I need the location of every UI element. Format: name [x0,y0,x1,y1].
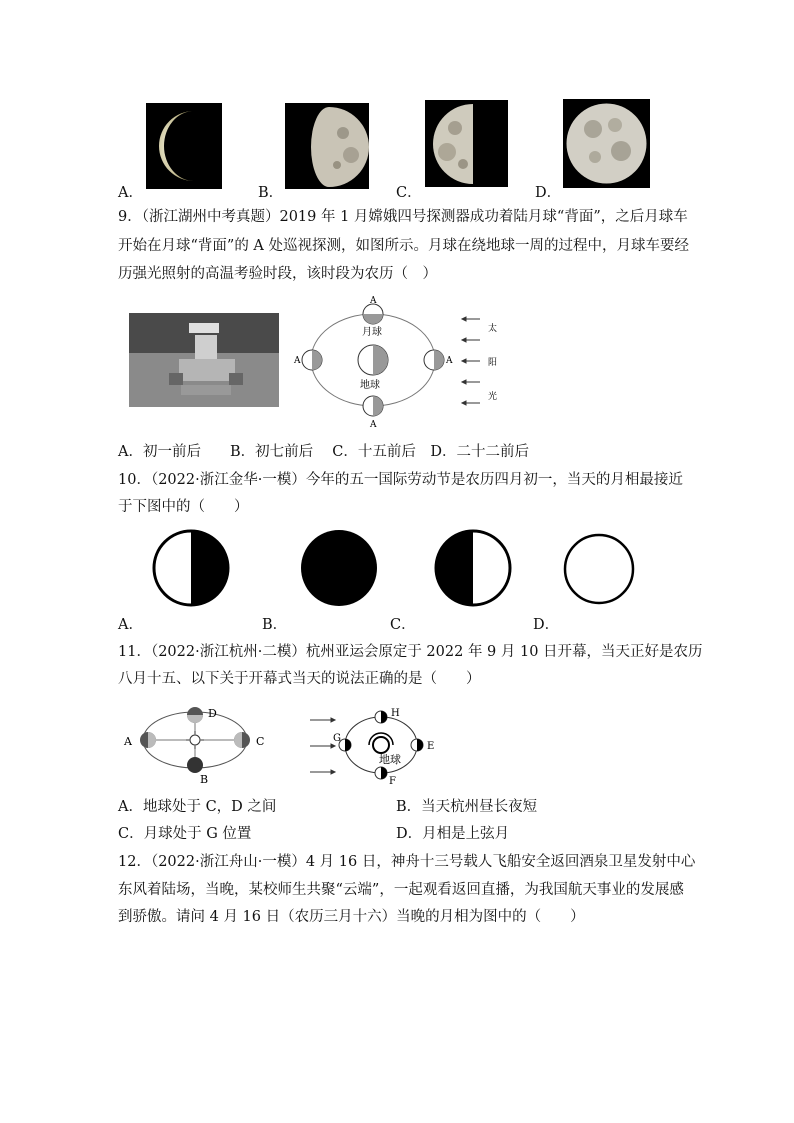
q9-lunar-rover-photo [129,313,279,407]
q9-point-a-left: A [294,356,301,366]
q11-label-d: D [208,707,217,720]
q11-label-e: E [427,741,435,752]
q9-earth-label: 地球 [360,380,380,391]
q8-photo-d-full-moon [563,99,650,188]
q11-option-b: B．当天杭州昼长夜短 [396,799,538,815]
q11-text-line-2: 八月十五、以下关于开幕式当天的说法正确的是（ ） [118,671,481,687]
q9-sun-char-3: 光 [488,392,498,402]
q9-point-a-bottom: A [370,420,377,430]
q11-label-g: G [333,733,341,744]
q11-option-d: D．月相是上弦月 [396,826,510,842]
q10-moon-phase-a [150,527,240,613]
q9-point-a-right: A [446,356,453,366]
q10-option-d-label: D． [533,617,560,633]
q10-moon-phase-d [562,530,642,610]
q9-text-line-3: 历强光照射的高温考验时段，该时段为农历（ ） [118,266,437,282]
q8-photo-b-gibbous-moon [285,103,369,189]
q11-option-a: A．地球处于 C，D 之间 [118,799,277,815]
q12-text-line-3: 到骄傲。请问 4 月 16 日（农历三月十六）当晚的月相为图中的（ ） [118,909,585,925]
q9-point-a-top: A [370,296,377,306]
q11-text-line-1: 11．（2022·浙江杭州·二模）杭州亚运会原定于 2022 年 9 月 10 日开幕，当天正好是农历 [118,644,703,660]
q11-label-f: F [389,776,396,787]
q10-text-line-2: 于下图中的（ ） [118,499,249,515]
q9-options: A．初一前后 B．初七前后 C．十五前后 D．二十二前后 [118,444,529,460]
q11-earth-orbit-diagram [118,703,278,783]
q8-option-a-label: A． [118,185,143,201]
q11-label-a: A [124,735,132,748]
q10-text-line-1: 10．（2022·浙江金华·一模）今年的五一国际劳动节是农历四月初一，当天的月相最接近 [118,472,683,488]
q8-option-b-label: B． [258,185,284,201]
q10-moon-phase-b [298,527,388,613]
q11-earth-label: 地球 [379,753,401,766]
q10-option-b-label: B． [262,617,288,633]
q10-moon-phase-c [432,527,522,613]
q9-text-line-1: 9．（浙江湖州中考真题）2019 年 1 月嫦娥四号探测器成功着陆月球“背面”，之后月球车 [118,209,688,225]
q9-moon-orbit-diagram [290,293,520,433]
q11-moon-orbit-diagram [305,700,445,788]
q8-option-c-label: C． [396,185,422,201]
q11-label-h: H [391,708,400,719]
q12-text-line-2: 东风着陆场，当晚，某校师生共聚“云端”，一起观看返回直播，为我国航天事业的发展感 [118,882,684,898]
q9-moon-label: 月球 [362,327,382,338]
q12-text-line-1: 12．（2022·浙江舟山·一模）4 月 16 日，神舟十三号载人飞船安全返回酒泉卫星发射中心 [118,854,696,870]
q8-photo-c-half-moon [425,100,508,187]
q11-label-b: B [200,773,209,783]
q8-photo-a-crescent-moon [146,103,222,189]
q10-option-c-label: C． [390,617,416,633]
q9-sun-char-1: 太 [488,324,498,334]
q11-label-c: C [256,735,265,748]
q10-option-a-label: A． [118,617,143,633]
q9-sun-char-2: 阳 [488,358,498,368]
q8-option-d-label: D． [535,185,562,201]
q11-option-c: C．月球处于 G 位置 [118,826,252,842]
q9-text-line-2: 开始在月球“背面”的 A 处巡视探测，如图所示。月球在绕地球一周的过程中，月球车要经 [118,238,690,254]
